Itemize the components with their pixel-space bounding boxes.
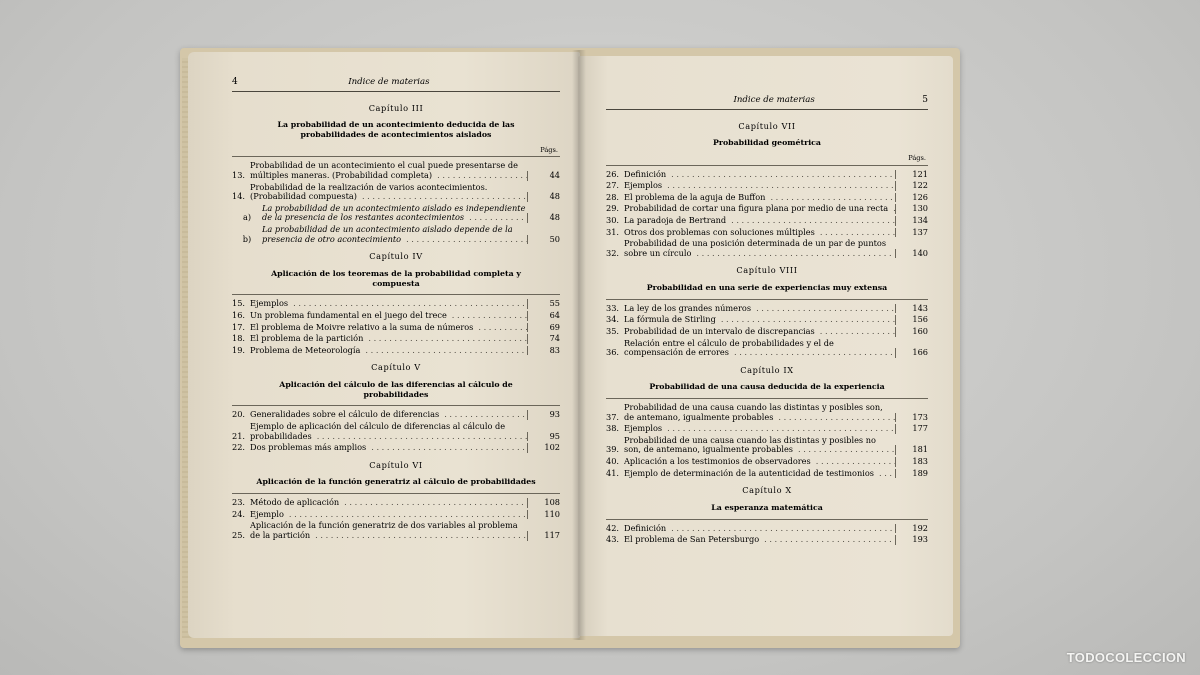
toc-entry <box>606 457 928 467</box>
entry-number: 31. <box>606 226 620 237</box>
entry-page: 177 <box>895 424 928 434</box>
entry-title <box>624 524 895 534</box>
entry-number: b) <box>242 233 252 244</box>
toc-entry <box>606 239 928 258</box>
entry-title <box>624 315 895 325</box>
toc-entry <box>606 170 928 180</box>
entry-page: 108 <box>527 498 560 508</box>
entry-title-text: La ley de los grandes números <box>624 303 752 313</box>
toc-entry <box>606 327 928 337</box>
entry-number: 14. <box>232 191 246 202</box>
entry-page: 166 <box>895 348 928 358</box>
toc-entry <box>606 424 928 434</box>
toc-entry <box>232 204 560 223</box>
entry-number: 42. <box>606 522 620 533</box>
toc-entry <box>606 469 928 479</box>
entry-page: 102 <box>527 443 560 453</box>
entry-title-text: Un problema fundamental en el juego del trece <box>250 310 447 320</box>
toc-entry <box>232 225 560 244</box>
entry-number: 33. <box>606 302 620 313</box>
entry-title-text: El problema de Moivre relativo a la suma de números <box>250 322 474 332</box>
entry-title <box>624 170 895 180</box>
entry-number: 24. <box>232 508 246 519</box>
entry-title-text: Dos problemas más amplios <box>250 443 367 453</box>
chapter-list <box>232 104 560 541</box>
chapter-title: Probabilidad en una serie de experiencias muy extensa <box>646 282 888 292</box>
entry-page: 189 <box>895 469 928 479</box>
entry-number: 23. <box>232 497 246 508</box>
entry-title-text: Ejemplo <box>250 509 284 519</box>
entry-number: 37. <box>606 411 620 422</box>
chapter-label: Capítulo V <box>371 362 421 373</box>
entry-title-text: Aplicación a los testimonios de observadores <box>624 457 811 467</box>
entry-title <box>624 436 895 455</box>
entry-page: 160 <box>895 327 928 337</box>
entry-title <box>250 334 527 344</box>
entry-page: 110 <box>527 510 560 520</box>
entry-title <box>624 339 895 358</box>
entry-number: a) <box>242 212 252 223</box>
toc-entry <box>606 216 928 226</box>
entry-number: 38. <box>606 423 620 434</box>
entry-page: 50 <box>527 235 560 245</box>
entry-title <box>250 510 527 520</box>
entry-title-text: Probabilidad de un acontecimiento el cual puede presentarse de múltiples maneras. (Probabilidad completa) <box>250 161 518 180</box>
entry-title-text: Otros dos problemas con soluciones múltiples <box>624 227 815 237</box>
toc-entry <box>606 535 928 545</box>
entry-title-text: La fórmula de Stirling <box>624 315 716 325</box>
chapter-title: Aplicación de la función generatriz al cálculo de probabilidades <box>256 477 536 487</box>
entry-title-text: El problema de San Petersburgo <box>624 535 760 545</box>
toc-entry <box>232 443 560 453</box>
entry-page: 156 <box>895 315 928 325</box>
entry-number: 17. <box>232 321 246 332</box>
entry-title-text: Definición <box>624 169 667 179</box>
running-head <box>232 78 560 92</box>
entry-title <box>262 225 527 244</box>
toc-entry <box>232 299 560 309</box>
toc-entry <box>232 161 560 180</box>
toc-section <box>606 398 928 478</box>
entry-title <box>250 183 527 202</box>
entry-title-text: Ejemplos <box>624 424 663 434</box>
entry-title <box>624 204 895 214</box>
toc-section <box>606 165 928 259</box>
chapter-label: Capítulo III <box>368 102 424 113</box>
entry-number: 34. <box>606 314 620 325</box>
entry-number: 39. <box>606 444 620 455</box>
toc-entry <box>606 228 928 238</box>
entry-page: 95 <box>527 432 560 442</box>
entry-page: 64 <box>527 311 560 321</box>
toc-entry <box>606 193 928 203</box>
entry-page: 44 <box>527 171 560 181</box>
entry-number: 30. <box>606 214 620 225</box>
entry-title-text: Generalidades sobre el cálculo de diferencias <box>250 410 440 420</box>
chapter-label: Capítulo IX <box>740 364 794 375</box>
toc-entry <box>606 304 928 314</box>
entry-title <box>624 304 895 314</box>
entry-page: 69 <box>527 323 560 333</box>
toc-entry <box>232 422 560 441</box>
toc-section <box>232 294 560 355</box>
entry-title-text: Ejemplos <box>250 299 289 309</box>
entry-title <box>624 193 895 203</box>
entry-page: 143 <box>895 304 928 314</box>
entry-title <box>624 239 895 258</box>
entry-title-text: La paradoja de Bertrand <box>624 215 727 225</box>
running-head <box>606 96 928 110</box>
entry-title-text: El problema de la aguja de Buffon <box>624 192 766 202</box>
entry-number: 19. <box>232 344 246 355</box>
toc-entry <box>606 339 928 358</box>
entry-number: 22. <box>232 442 246 453</box>
entry-title <box>250 410 527 420</box>
entry-title <box>624 403 895 422</box>
entry-page: 48 <box>527 192 560 202</box>
toc-entry <box>232 323 560 333</box>
page-number: 4 <box>232 77 238 87</box>
toc-entry <box>606 181 928 191</box>
entry-title-text: La probabilidad de un acontecimiento aislado es independiente de la presencia de los restantes acontecimientos <box>262 203 526 223</box>
entry-title-text: Ejemplo de aplicación del cálculo de diferencias al cálculo de probabilidades <box>250 422 506 441</box>
entry-page: 130 <box>895 204 928 214</box>
entry-number: 28. <box>606 191 620 202</box>
toc-entry <box>232 346 560 356</box>
entry-title <box>262 204 527 223</box>
toc-section <box>232 405 560 452</box>
entry-page: 193 <box>895 535 928 545</box>
entry-number: 40. <box>606 456 620 467</box>
toc-section <box>232 493 560 540</box>
chapter-label: Capítulo IV <box>369 251 423 262</box>
entry-number: 20. <box>232 409 246 420</box>
chapter-title: Probabilidad geométrica <box>713 138 821 148</box>
entry-page: 117 <box>527 531 560 541</box>
toc-entry <box>232 498 560 508</box>
chapter-title: La esperanza matemática <box>711 502 823 512</box>
entry-page: 83 <box>527 346 560 356</box>
running-head-title: Indice de materias <box>733 95 815 105</box>
chapter-title: Aplicación del cálculo de las diferencias al cálculo de probabilidades <box>279 379 513 399</box>
entry-title <box>624 457 895 467</box>
entry-title-text: Aplicación de la función generatriz de dos variables al problema de la partición <box>250 521 518 541</box>
entry-number: 41. <box>606 467 620 478</box>
entry-page: 140 <box>895 249 928 259</box>
chapter-title: La probabilidad de un acontecimiento deducida de las probabilidades de acontecimientos aislados <box>277 120 515 139</box>
running-head-title: Indice de materias <box>348 77 430 87</box>
entry-title-text: Probabilidad de una posición determinada de un par de puntos sobre un círculo <box>624 239 887 258</box>
toc-section <box>606 299 928 358</box>
toc-entry <box>606 204 928 214</box>
entry-title <box>624 327 895 337</box>
entry-page: 173 <box>895 413 928 423</box>
entry-title <box>250 521 527 540</box>
toc-entry <box>232 311 560 321</box>
entry-page: 134 <box>895 216 928 226</box>
toc-section <box>606 519 928 545</box>
entry-number: 15. <box>232 298 246 309</box>
entry-page: 192 <box>895 524 928 534</box>
entry-page: 74 <box>527 334 560 344</box>
entry-title-text: Definición <box>624 523 667 533</box>
entry-number: 35. <box>606 325 620 336</box>
entry-title <box>250 346 527 356</box>
entry-page: 137 <box>895 228 928 238</box>
left-page-content <box>232 78 560 547</box>
entry-title-text: Ejemplo de determinación de la autenticidad de testimonios <box>624 468 874 478</box>
entry-number: 32. <box>606 247 620 258</box>
entry-title-text: El problema de la partición <box>250 334 364 344</box>
toc-entry <box>606 524 928 534</box>
entry-number: 18. <box>232 333 246 344</box>
chapter-list <box>606 122 928 545</box>
entry-title <box>624 181 895 191</box>
toc-entry <box>232 334 560 344</box>
entry-title-text: Relación entre el cálculo de probabilidades y el de compensación de errores <box>624 338 834 358</box>
chapter-label: Capítulo VI <box>369 459 423 470</box>
entry-page: 181 <box>895 445 928 455</box>
entry-title <box>624 228 895 238</box>
toc-entry <box>606 403 928 422</box>
entry-title-text: Método de aplicación <box>250 498 340 508</box>
entry-number: 27. <box>606 180 620 191</box>
entry-title <box>624 469 895 479</box>
entry-title-text: Probabilidad de cortar una figura plana por medio de una recta <box>624 204 889 214</box>
entry-title <box>250 443 527 453</box>
toc-entry <box>232 510 560 520</box>
entry-page: 55 <box>527 299 560 309</box>
entry-title-text: La probabilidad de un acontecimiento aislado depende de la presencia de otro acontecimiento <box>262 224 513 244</box>
right-page-content <box>606 96 928 551</box>
toc-section <box>232 156 560 244</box>
entry-page: 183 <box>895 457 928 467</box>
chapter-label: Capítulo VII <box>738 120 796 131</box>
entry-title <box>250 299 527 309</box>
toc-entry <box>232 521 560 540</box>
entry-title <box>624 535 895 545</box>
toc-entry <box>606 315 928 325</box>
entry-number: 43. <box>606 534 620 545</box>
entry-title-text: Ejemplos <box>624 181 663 191</box>
entry-title <box>250 161 527 180</box>
pages-column-header: Págs. <box>908 153 926 162</box>
chapter-title: Probabilidad de una causa deducida de la experiencia <box>649 382 885 392</box>
toc-entry <box>606 436 928 455</box>
entry-title <box>250 311 527 321</box>
toc-entry <box>232 183 560 202</box>
entry-title <box>250 422 527 441</box>
entry-title-text: Probabilidad de una causa cuando las distintas y posibles no son, de antemano, igualmente probables <box>624 435 876 455</box>
entry-title-text: Problema de Meteorología <box>250 345 361 355</box>
entry-number: 29. <box>606 203 620 214</box>
entry-title <box>624 424 895 434</box>
chapter-label: Capítulo VIII <box>736 265 798 276</box>
toc-entry <box>232 410 560 420</box>
pages-column-header: Págs. <box>540 145 558 154</box>
entry-number: 36. <box>606 347 620 358</box>
entry-number: 13. <box>232 169 246 180</box>
entry-title-text: Probabilidad de la realización de varios acontecimientos. (Probabilidad compuesta) <box>250 182 488 202</box>
entry-number: 16. <box>232 309 246 320</box>
entry-number: 21. <box>232 430 246 441</box>
entry-page: 93 <box>527 410 560 420</box>
entry-number: 25. <box>232 530 246 541</box>
entry-title-text: Probabilidad de una causa cuando las distintas y posibles son, de antemano, igualmente probables <box>624 403 883 422</box>
entry-title <box>250 323 527 333</box>
page-gutter <box>572 50 586 640</box>
entry-page: 122 <box>895 181 928 191</box>
page-number: 5 <box>922 95 928 105</box>
entry-page: 121 <box>895 170 928 180</box>
entry-title <box>250 498 527 508</box>
entry-page: 48 <box>527 213 560 223</box>
entry-title <box>624 216 895 226</box>
entry-title-text: Probabilidad de un intervalo de discrepancias <box>624 326 815 336</box>
entry-page: 126 <box>895 193 928 203</box>
chapter-title: Aplicación de los teoremas de la probabilidad completa y compuesta <box>271 268 521 288</box>
watermark: TODOCOLECCION <box>1066 650 1186 665</box>
entry-number: 26. <box>606 168 620 179</box>
chapter-label: Capítulo X <box>742 485 792 496</box>
